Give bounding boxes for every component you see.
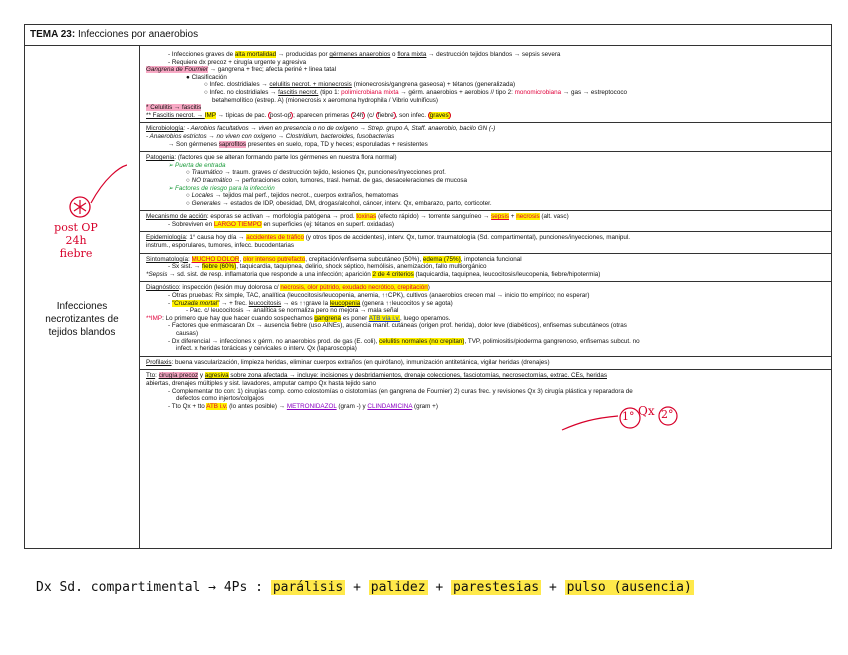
text-span: instrum., esporulares, tumores, infecc. bucodentarias	[146, 242, 295, 250]
text-line: ● Clasificación	[186, 73, 227, 81]
text-span: ATB i.v.	[206, 402, 228, 410]
text-span: *Sepsis	[146, 270, 168, 278]
text-span: fiebre	[377, 111, 394, 119]
text-line	[146, 125, 825, 133]
text-span: en superficies (ej: tétanos en superf. oxidadas)	[261, 220, 395, 228]
summary-item: parestesias	[453, 580, 540, 595]
text-line	[146, 395, 825, 403]
hand-note-line: post OP	[54, 221, 98, 234]
text-span: → típicas de pac.	[215, 111, 269, 119]
text-span: :	[155, 372, 159, 380]
text-span: (mionecrosis/gangrena gaseosa) + tétanos (generalizada)	[351, 81, 516, 89]
text-line: - Tto Qx + tto ATB i.v. (lo antes posible) → METRONIDAZOL (gram -) y CLINDAMICINA (gram +)	[168, 402, 438, 410]
text-line: ○ Locales → tejidos mal perf., tejidos necrot., cuerpos extraños, hematomas	[186, 192, 399, 200]
hand-note-line: 24h	[65, 234, 87, 247]
text-span: ➢	[168, 161, 176, 169]
text-span: Infec. clostridiales →	[209, 81, 270, 89]
text-span: :	[188, 255, 192, 263]
text-span: edema (75%)	[422, 255, 461, 263]
text-line	[146, 242, 825, 250]
sheet-header	[25, 25, 831, 46]
text-span: celulitis necrot. + mionecrosis	[269, 81, 352, 89]
text-line	[146, 133, 825, 141]
summary-item: pulso (ausencia)	[566, 580, 692, 595]
text-line	[146, 284, 825, 292]
text-span: → destrucción tejidos blandos → sepsis severa	[426, 51, 561, 58]
text-span: Locales	[191, 192, 214, 200]
text-span: betahemolítico (estrep. A) (mionecrosis x aeromona hydrophila / Vibrio vulnificus)	[212, 96, 438, 104]
text-span: : 1° causa hoy día →	[185, 234, 247, 242]
handwritten-note	[41, 221, 111, 260]
text-span: * Celulitis → fascitis	[146, 104, 202, 112]
text-span: , luego operamos.	[399, 314, 451, 322]
microbiology-section	[140, 123, 831, 152]
text-span: NO traumático	[191, 176, 233, 184]
text-span: (gram -) y	[336, 402, 368, 410]
text-line: - Otras pruebas: Rx simple, TAC, analítica (leucocitosis/leucopenia, anemia, ↑↑CPK), cultivos (anaerobios crecen mal → inicio tto empírico; no esperar)	[168, 292, 590, 300]
text-span: defectos como injertos/colgajos	[176, 395, 264, 403]
section-title-line: tejidos blandos	[48, 327, 116, 338]
text-span: MUCHO DOLOR	[191, 255, 240, 263]
text-line: - Sobreviven en LARGO TIEMPO en superficies (ej: tétanos en superf. oxidadas)	[168, 220, 395, 228]
prophylaxis-section	[140, 357, 831, 371]
text-line	[146, 185, 825, 193]
text-span: sobre zona afectada → incluye: incisiones y desbridamientos, drenaje colecciones, fasciotomías, necrosectomías, extrac. CEs, heridas	[228, 372, 607, 380]
text-span: : - Aerobios facultativos → viven en presencia o no de oxígeno → Strep. grupo A, Staff. anaerobio, bacilo GN (-)	[183, 125, 496, 133]
text-span: Tto Qx + tto	[171, 402, 207, 410]
text-span: presentes en suelo, ropa, TD y heces; esporuladas + resistentes	[246, 140, 428, 148]
text-span: causas)	[176, 330, 199, 337]
text-span: → gérm. anaerobios + aerobios // tipo 2:	[398, 88, 515, 96]
text-span: Patogenia	[146, 154, 175, 162]
text-line: ○ Traumático → traum. graves c/ destrucción tejido, lesiones Qx, punciones/inyecciones prof.	[186, 169, 446, 177]
text-span: Requiere dx precoz + cirugía urgente y agresiva	[171, 58, 307, 66]
text-span: , impotencia funcional	[460, 255, 522, 263]
pathogenesis-section	[140, 152, 831, 211]
text-span: , TVP, polimiositis/pioderma gangrenoso, enfisemas subcut. no	[464, 337, 640, 345]
text-span: (alt. vasc)	[539, 213, 569, 221]
text-span: gangrena	[314, 314, 342, 322]
text-span: Sx sist. →	[171, 263, 202, 271]
text-span: (gram +)	[412, 402, 438, 410]
text-line	[146, 345, 825, 353]
text-span: Generales	[191, 199, 221, 207]
text-span: graves	[429, 111, 449, 119]
text-span: leucocitosis	[248, 299, 282, 307]
text-span: Puerta de entrada	[175, 161, 226, 169]
text-line	[146, 112, 825, 120]
summary-item: parálisis	[272, 580, 344, 595]
text-span: → producidas por	[276, 51, 330, 58]
hand-note-line: fiebre	[59, 247, 93, 260]
text-span: Epidemiología	[146, 234, 186, 242]
left-column	[25, 45, 140, 548]
text-span: ➢	[168, 184, 176, 192]
text-span: toxinas	[356, 213, 377, 221]
text-line	[146, 315, 825, 323]
text-span: METRONIDAZOL	[286, 402, 337, 410]
text-span: → + frec.	[219, 299, 249, 307]
text-span: monomicrobiana	[514, 88, 562, 96]
text-line: ○ NO traumático → perforaciones colon, tumores, trasl. hemat. de gas, desaceleraciones de mucosa	[186, 176, 468, 184]
text-span: flora mixta	[397, 51, 427, 58]
text-span: necrosis, olor pútrido, exudado necrótico, crepitación	[280, 284, 428, 292]
text-span: , son infec.	[395, 111, 428, 119]
section-title-line: Infecciones	[56, 301, 108, 312]
text-span: : (factores que se alteran formando parte los gérmenes en nuestra flora normal)	[174, 154, 397, 162]
text-span: sepsis	[491, 213, 509, 221]
text-span: ,	[239, 255, 243, 263]
text-span: Pac. c/ leucocitosis → analítica se normaliza pero no mejora → mala señal	[189, 307, 399, 315]
text-span: cirugía precoz	[158, 372, 199, 380]
text-span: (taquicardia, taquipnea, leucocitosis/leucopenia, fiebre/hipotermia)	[413, 270, 601, 278]
text-span: Son gérmenes	[176, 140, 219, 148]
text-line	[146, 154, 825, 162]
intro-section	[140, 49, 831, 123]
text-span: leucopenia	[329, 299, 361, 307]
summary-plus: +	[427, 580, 452, 595]
text-line: - Sx sist. → fiebre (60%), taquicardia, taquipnea, delirio, shock séptico, hemólisis, anemización, fallo multiorgánico	[168, 263, 487, 271]
text-span: → sd. sist. de resp. inflamatoria que responde a una infección; aparición	[167, 270, 373, 278]
summary-plus: +	[541, 580, 565, 595]
text-span: gérmenes anaerobios	[329, 51, 391, 58]
topic-title: Infecciones por anaerobios	[77, 29, 199, 40]
text-span: : Lo primero que hay que hacer cuando sospechamos	[162, 314, 315, 322]
text-span: olor intenso putrefacto	[242, 255, 306, 263]
text-span: ** Fascitis necrot. →	[146, 111, 205, 119]
annotation-qx: Qx	[638, 404, 655, 418]
text-span: agresiva	[204, 372, 229, 380]
text-span: → perforaciones colon, tumores, trasl. hemat. de gas, desaceleraciones de mucosa	[232, 176, 468, 184]
symptoms-section	[140, 254, 831, 283]
text-span: Otras pruebas: Rx simple, TAC, analítica (leucocitosis/leucopenia, anemia, ↑↑CPK), cultivos (anaerobios crecen mal → inicio tto empírico; no esperar)	[171, 292, 590, 300]
text-span: polimicrobiana mixta	[341, 88, 399, 96]
text-line	[146, 330, 825, 338]
text-span: alta mortalidad	[234, 51, 277, 58]
text-line: - "Cruzada mortal" → + frec. leucocitosis → es ↑↑grave la leucopenia (genera ↑↑leucocitos y se agota)	[168, 299, 453, 307]
text-span: (tipo 1:	[318, 88, 342, 96]
text-span: accidentes de tráfico	[246, 234, 304, 242]
text-line	[146, 213, 825, 221]
text-line	[146, 97, 825, 105]
diagnosis-section	[140, 282, 831, 356]
text-span: post-op	[270, 111, 292, 119]
text-span: Dx diferencial → infecciones x gérm. no anaerobios prod. de gas (E. coli),	[171, 337, 380, 345]
epidemiology-section	[140, 232, 831, 253]
text-line	[146, 66, 825, 74]
text-line	[146, 380, 825, 388]
mechanism-section	[140, 211, 831, 232]
text-span: CLINDAMICINA	[367, 402, 413, 410]
text-span: fascitis necrot.	[278, 88, 319, 96]
summary-lead: Dx Sd. compartimental → 4Ps :	[36, 580, 271, 595]
text-span: Infecciones graves de	[171, 51, 235, 58]
text-span: Infec. no clostridiales →	[209, 88, 279, 96]
text-span: Profilaxis	[146, 358, 172, 366]
section-title-line: necrotizantes de	[45, 314, 119, 325]
text-span: )	[427, 284, 430, 292]
text-line	[146, 104, 825, 112]
text-line: ○ Infec. clostridiales → celulitis necrot. + mionecrosis (mionecrosis/gangrena gaseosa) + tétanos (generalizada)	[204, 81, 516, 89]
text-line: - Requiere dx precoz + cirugía urgente y agresiva	[168, 58, 307, 66]
text-span: (c/	[365, 111, 376, 119]
text-span: → traum. graves c/ destrucción tejido, lesiones Qx, punciones/inyecciones prof.	[222, 169, 446, 177]
text-line: - Complementar tto con: 1) cirugías comp. como colostomías o cistotomías (en gangrena de Fournier) 2) curas frec. y revisiones Qx 3) cirugía plástica y reparadora de	[168, 387, 633, 395]
text-span: "Cruzada mortal"	[171, 299, 220, 307]
text-span: necrosis	[516, 213, 540, 221]
summary-plus: +	[345, 580, 369, 595]
text-line	[146, 234, 825, 242]
sheet-body	[25, 45, 831, 548]
text-span: → estados de IDP, obesidad, DM, drogas/alcohol, cáncer, interv. Qx, embarazo, parto, corticoter.	[220, 199, 492, 207]
text-span: fiebre (60%)	[201, 263, 237, 271]
text-span: (genera ↑↑leucocitos y se agota)	[360, 299, 453, 307]
text-span: → gas → estreptococo	[561, 88, 627, 96]
text-line	[146, 271, 825, 279]
text-line	[146, 162, 825, 170]
text-line	[146, 359, 825, 367]
text-span: Mecanismo de acción	[146, 213, 207, 221]
text-line: - Infecciones graves de alta mortalidad → producidas por gérmenes anaerobios o flora mixta → destrucción tejidos blandos → sepsis severa	[168, 51, 561, 58]
text-span: Sobreviven en	[171, 220, 214, 228]
text-span: , crepitación/enfisema subcutáneo (50%),	[305, 255, 423, 263]
topic-label: TEMA 23:	[30, 29, 76, 40]
text-span: y	[198, 372, 205, 380]
text-span: Microbiología	[146, 125, 184, 133]
text-span: celulitis normales (no crepitan)	[379, 337, 465, 345]
text-span: → es ↑↑grave la	[281, 299, 330, 307]
text-line	[146, 372, 825, 380]
text-span: ; aparecen primeras	[293, 111, 351, 119]
text-span: (efecto rápido) → torrente sanguíneo →	[376, 213, 492, 221]
text-line: ○ Infec. no clostridiales → fascitis necrot. (tipo 1: polimicrobiana mixta → gérm. anaerobios + aerobios // tipo 2: monomicrobiana → gas → estreptococo	[204, 88, 627, 96]
text-span: es poner	[341, 314, 369, 322]
text-line: - Pac. c/ leucocitosis → analítica se normaliza pero no mejora → mala señal	[186, 307, 399, 315]
text-line: → Son gérmenes saprofitos presentes en suelo, ropa, TD y heces; esporuladas + resistentes	[168, 140, 428, 148]
text-span: Traumático	[191, 169, 223, 177]
text-span: 2 de 4 criterios	[372, 270, 414, 278]
text-span: ATB vía i.v.	[368, 314, 400, 322]
text-span: : buena vascularización, limpieza heridas, eliminar cuerpos extraños (en quirófano), inmunización antitetánica, vigilar heridas (drenajes)	[171, 358, 550, 366]
text-span: - Anaerobios estrictos → no viven con oxígeno → Clostridium, bacteroides, fusobacterias	[146, 132, 395, 140]
text-span: IMP	[204, 111, 216, 119]
text-span: (lo antes posible) →	[227, 402, 287, 410]
text-span: **IMP	[146, 314, 163, 322]
text-line	[146, 256, 825, 264]
handwritten-summary	[36, 580, 694, 595]
treatment-section	[140, 370, 831, 413]
text-span: Clasificación	[191, 73, 227, 81]
text-span: saprofitos	[218, 140, 247, 148]
summary-item: palidez	[370, 580, 426, 595]
text-line: - Dx diferencial → infecciones x gérm. no anaerobios prod. de gas (E. coli), celulitis normales (no crepitan), TVP, polimiositis/pioderma gangrenoso, enfisemas subcut. no	[168, 337, 640, 345]
text-span: Tto	[146, 372, 156, 380]
text-span: → tejidos mal perf., tejidos necrot., cuerpos extraños, hematomas	[213, 192, 399, 200]
text-line: ○ Generales → estados de IDP, obesidad, DM, drogas/alcohol, cáncer, interv. Qx, embarazo, parto, corticoter.	[186, 199, 492, 207]
text-span: Gangrena de Fournier	[146, 66, 208, 74]
text-line: - Factores que enmascaran Dx → ausencia fiebre (uso AINEs), ausencia manif. cutáneas (origen prof. herida), dolor leve (diabéticos), enfisemas subcutáneos (otras	[168, 322, 627, 330]
text-span: (y otros tipos de accidentes), interv. Qx, tumor. traumatología (Sd. compartimental), punciones/inyecciones, manipul.	[303, 234, 631, 242]
text-span: Factores de riesgo para la infección	[175, 184, 275, 192]
text-span: : esporas se activan → morfología patógena → prod.	[206, 213, 357, 221]
annotation-first: 1°	[622, 410, 635, 423]
text-span: abiertas, drenajes múltiples y sist. lavadores, amputar campo Qx hasta tejido sano	[146, 379, 376, 387]
content-column	[140, 45, 831, 548]
section-title	[25, 300, 139, 339]
annotation-second: 2°	[661, 408, 674, 421]
text-span: Diagnóstico	[146, 284, 179, 292]
text-span: , taquicardia, taquipnea, delirio, shock séptico, hemólisis, anemización, fallo multiorgánico	[236, 263, 487, 271]
text-span: +	[509, 213, 517, 221]
text-span: o	[390, 51, 398, 58]
text-span: → gangrena + frec; afecta periné + linea tatal	[207, 66, 337, 74]
text-span: Factores que enmascaran Dx → ausencia fiebre (uso AINEs), ausencia manif. cutáneas (origen prof. herida), dolor leve (diabéticos), enfisemas subcutáneos (otras	[171, 322, 627, 330]
text-span: : inspección (lesión muy dolorosa c/	[178, 284, 281, 292]
text-span: 24h	[352, 111, 364, 119]
text-span: infect. x heridas torácicas y cervicales o interv. Qx (laparoscopia)	[176, 345, 357, 353]
text-span: LARGO TIEMPO	[213, 220, 262, 228]
notes-sheet	[24, 24, 832, 549]
text-span: Complementar tto con: 1) cirugías comp. como colostomías o cistotomías (en gangrena de Fournier) 2) curas frec. y revisiones Qx 3) cirugía plástica y reparadora de	[171, 387, 633, 395]
text-span: Sintomatología	[146, 255, 189, 263]
